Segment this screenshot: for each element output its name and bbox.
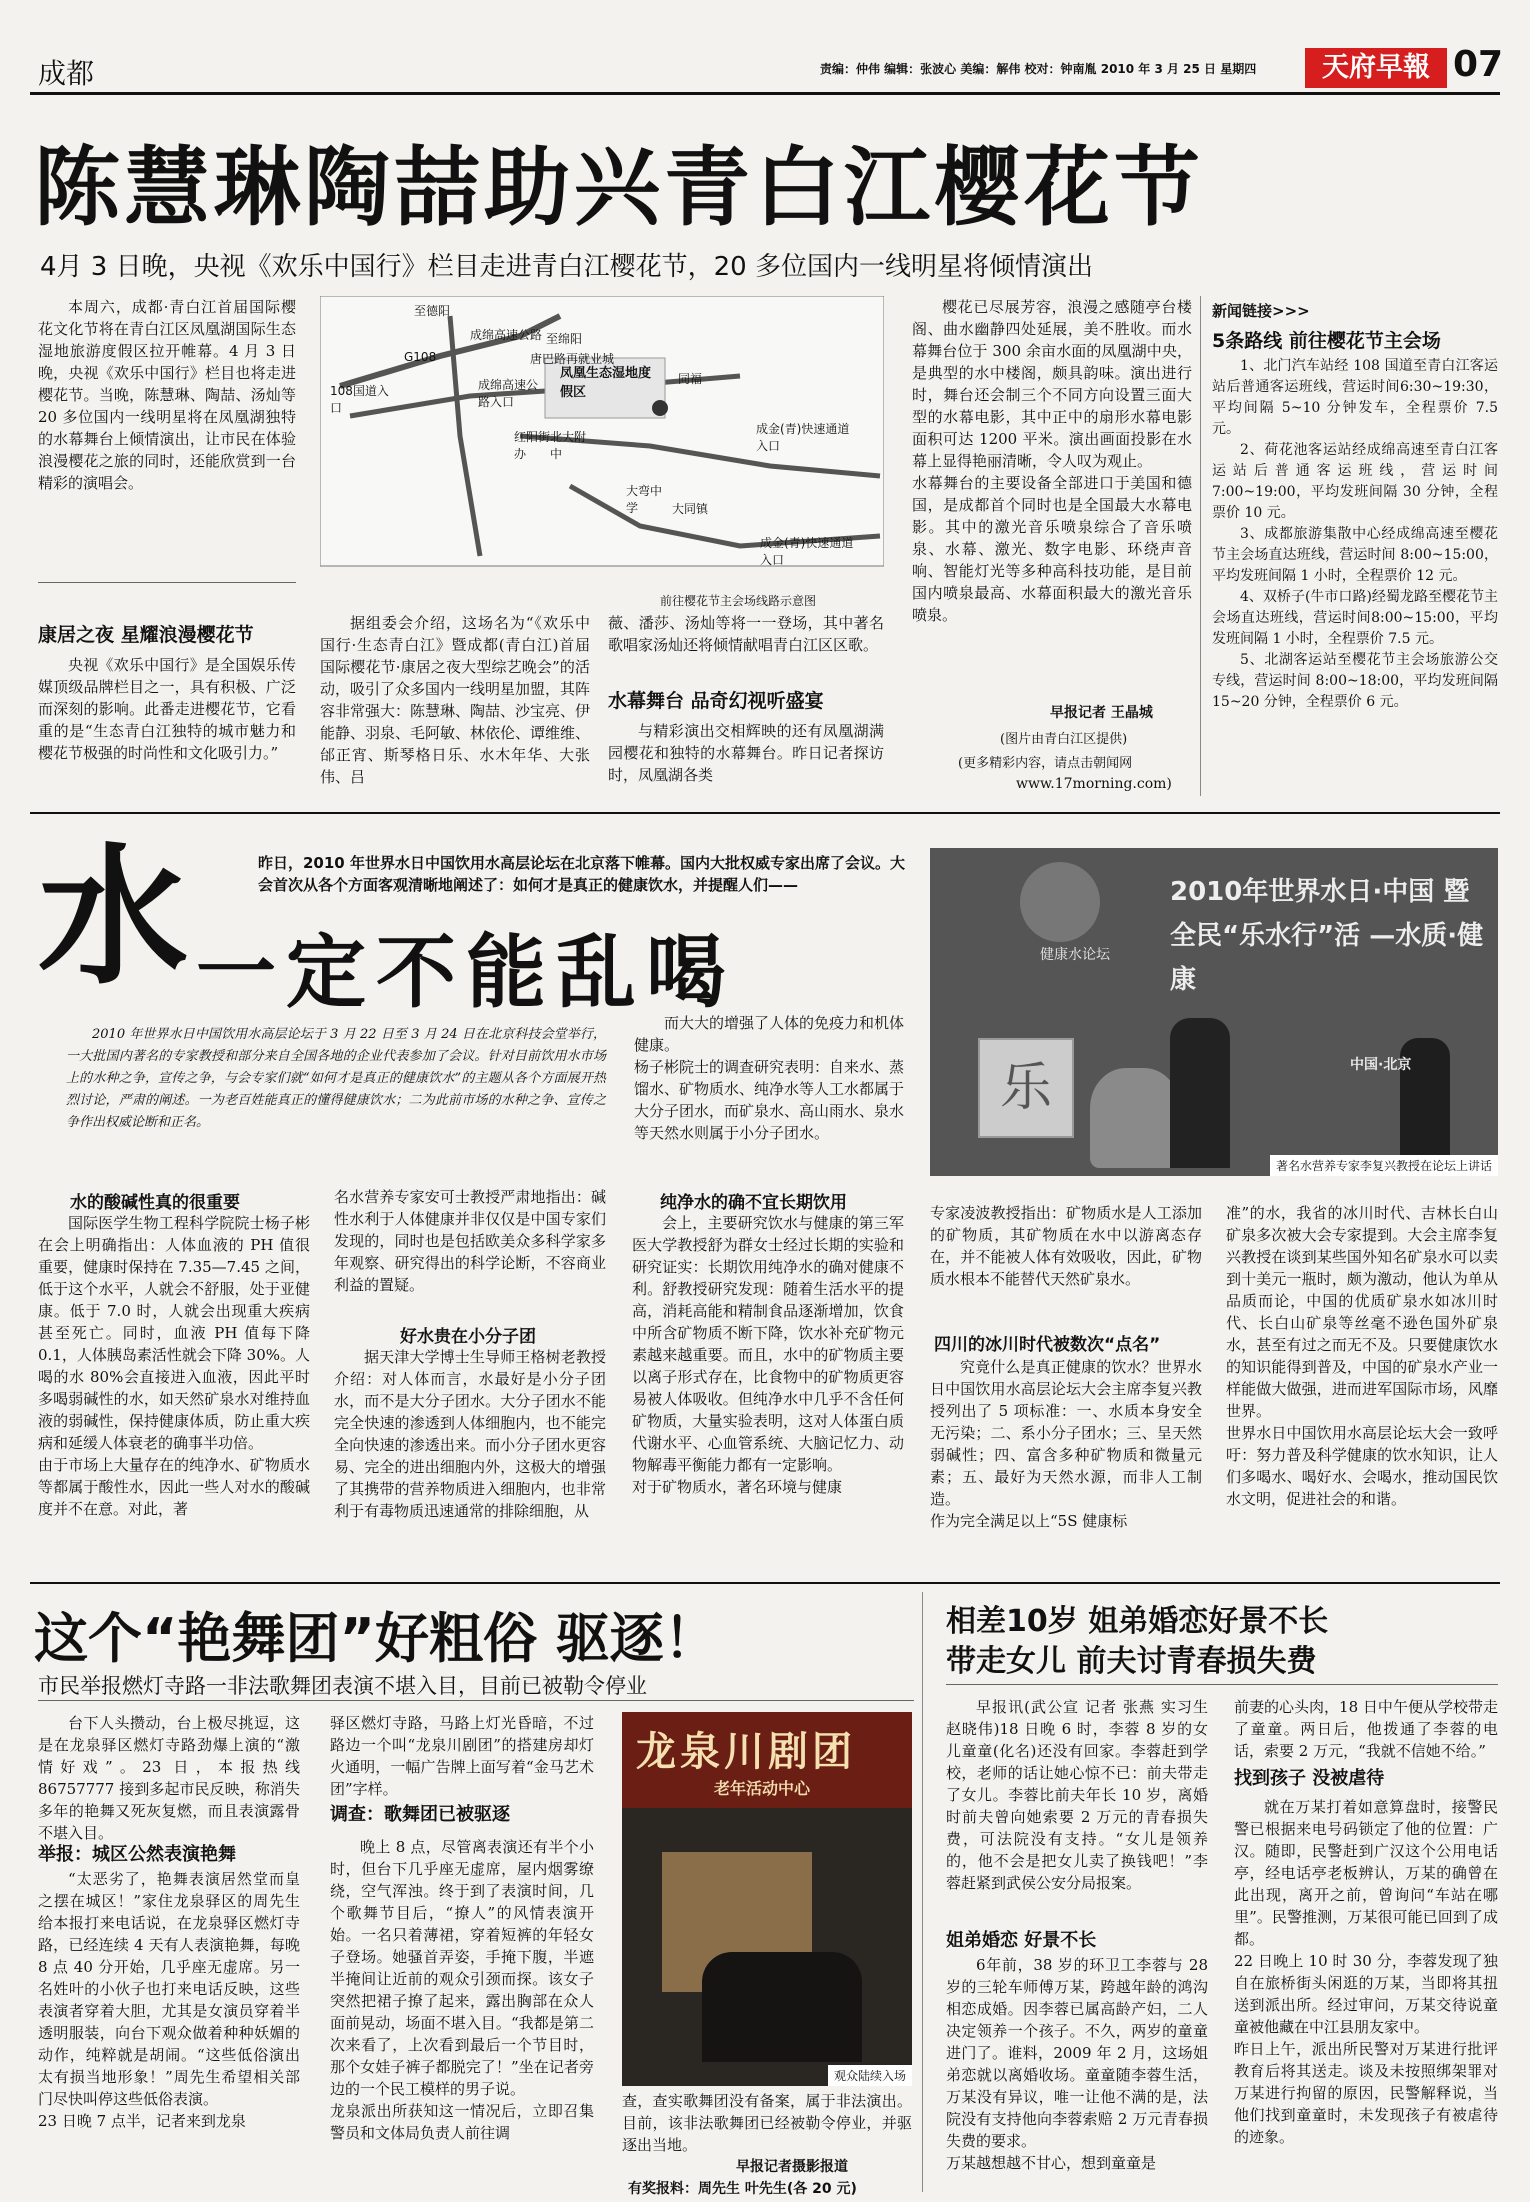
story1-photo-credit: (图片由青白江区提供) <box>1000 732 1128 747</box>
water-p5: 准”的水，我省的冰川时代、吉林长白山矿泉多次被大会专家提到。大会主席李复兴教授在谈到某些国外知名矿泉水可以卖到十美元一瓶时，颇为激动，他认为单从品质而论，中国的优质矿泉水如冰川时代、长白山矿泉等丝毫不逊色国外矿泉水，甚至有过之而无不及。只要健康饮水的知识能得到普及，中国的矿泉水产业一样能做大做强，进而进军国际市场，风靡世界。 世界水日中国饮用水高层论坛大会一致呼吁：努力普及科学健康的饮水知识，让人们多喝水、喝好水、会喝水，推动国民饮水文明，促进社会的和谐。 <box>1226 1204 1498 1508</box>
section-name: 成都 <box>38 57 95 90</box>
route-item: 2、荷花池客运站经成绵高速至青白江客运站后普通客运班线，营运时间 7:00~19:00，平均发班间隔 30 分钟，全程票价 10 元。 <box>1212 442 1498 521</box>
water-s4: 四川的冰川时代被数次“点名” <box>934 1335 1161 1355</box>
map-label-2: 至绵阳 <box>546 332 583 346</box>
water-s3: 纯净水的确不宜长期饮用 <box>660 1193 847 1213</box>
story1-bottom-rule <box>30 812 1500 814</box>
map-label-1: 至德阳 <box>414 304 451 318</box>
story1-col1b: 央视《欢乐中国行》是全国娱乐传媒顶级品牌栏目之一，具有积极、广泛而深刻的影响。此番走进樱花节，它看重的是“生态青白江独特的城市魅力和樱花节极强的时尚性和文化吸引力。” <box>38 656 296 762</box>
map-label-8: 108国道入口 <box>330 384 389 415</box>
brand-logo: 天府早報 <box>1305 48 1447 88</box>
divorce-p3: 就在万某打着如意算盘时，接警民警已根据来电号码锁定了他的位置：广汉。随即，民警赶到广汉这个公用电话亭，经电话亭老板辨认，万某的确曾在此出现，离开之前，曾询问“车站在哪里”。民警推测，万某很可能已回到了成都。 22 日晚上 10 时 30 分，李蓉发现了独自在旅桥街头闲逛的万某，当即将其扭送到派出所。经过审问，万某交待说童童被他藏在中江县朋友家中。 昨日上午，派出所民警对万某进行批评教育后将其送走。谈及未按照绑架罪对万某进行拘留的原因，民警解释说，当他们找到童童时，未发现孩子有被虐待的迹象。 <box>1234 1798 1498 2146</box>
water-p3: 会上，主要研究饮水与健康的第三军医大学教授舒为群女士经过长期的实验和研究证实：长期饮用纯净水的确对健康不利。舒教授研究发现：随着生活水平的提高，消耗高能和精制食品逐渐增加，饮食中所含矿物质不断下降，饮水补充矿物元素越来越重要。而且，水中的矿物质主要以离子形式存在，比食物中的矿物质更容易被人体吸收。但纯净水中几乎不含任何矿物质，大量实验表明，这对人体蛋白质代谢水平、心血管系统、大脑记忆力、动物解毒平衡能力都有一定影响。 对于矿物质水，著名环境与健康 <box>632 1214 904 1496</box>
water-p2a: 名水营养专家安可士教授严肃地指出：碱性水利于人体健康并非仅仅是中国专家们发现的，同时也是包括欧美众多科学家多年观察、研究得出的科学论断，不容商业利益的置疑。 <box>334 1188 606 1294</box>
divorce-s1: 姐弟婚恋 好景不长 <box>946 1930 1097 1951</box>
speaker-figure <box>1170 1018 1230 1168</box>
crowd-figures <box>702 1952 862 2062</box>
dance-subhead-rule <box>38 1700 914 1701</box>
map-label-15: 成金(青)快速通道入口 <box>760 536 854 567</box>
map-label-3: G108 <box>404 350 437 364</box>
story1-more: (更多精彩内容，请点击朝闻网 <box>958 756 1133 771</box>
divorce-p2: 前妻的心头肉，18 日中午便从学校带走了童童。两日后，他拨通了李蓉的电话，索要 2 万元，“我就不信她不给。” <box>1234 1698 1498 1760</box>
route-item: 4、双桥子(牛市口路)经蜀龙路至樱花节主会场直达班线，营运时间8:00~15:00，平均发班间隔 1 小时，全程票价 7.5 元。 <box>1212 589 1498 647</box>
dance-headline: 这个“艳舞团”好粗俗 驱逐！ <box>34 1607 718 1670</box>
map-label-7: 同福 <box>678 372 703 386</box>
water-deck: 昨日，2010 年世界水日中国饮用水高层论坛在北京落下帷幕。国内大批权威专家出席了会议。大会首次从各个方面客观清晰地阐述了：如何才是真正的健康饮水，并提醒人们—— <box>258 854 905 894</box>
dance-s1: 举报：城区公然表演艳舞 <box>38 1844 236 1865</box>
story3-divider <box>922 1592 923 2192</box>
divorce-s2: 找到孩子 没被虐待 <box>1234 1768 1385 1789</box>
divorce-lead: 早报讯(武公宣 记者 张燕 实习生 赵晓伟)18 日晚 6 时，李蓉 8 岁的女儿童童(化名)还没有回家。李蓉赶到学校，老师的话让她心惊不已：前夫带走了女儿。李蓉比前夫年长 10 岁，离婚时前夫曾向她索要 2 万元的青春损失费，可法院没有支持。“女儿是领养的，他不会是把女儿卖了换钱吧！”李蓉赶紧到武侯公安分局报案。 <box>946 1698 1208 1892</box>
divorce-headline-1: 相差10岁 姐弟婚恋好景不长 <box>946 1604 1329 1639</box>
map-label-4: 成绵高速公路 <box>470 328 543 342</box>
dance-p2: “太恶劣了，艳舞表演居然堂而皇之摆在城区！”家住龙泉驿区的周先生给本报打来电话说，在龙泉驿区燃灯寺路，已经连续 4 天有人表演艳舞，每晚 8 点 40 分开始，几乎座无虚席。另一名姓叶的小伙子也打来电话反映，这些表演者穿着大胆，尤其是女演员穿着半透明服装，向台下观众做着种种妖媚的动作，纯粹就是胡闹。“这些低俗演出太有损当地形象！”周先生希望相关部门尽快叫停这些低俗表演。 23 日晚 7 点半，记者来到龙泉 <box>38 1870 300 2130</box>
dance-p4: 晚上 8 点，尽管离表演还有半个小时，但台下几乎座无虚席，屋内烟雾缭绕，空气浑浊。终于到了表演时间，几个歌舞节目后，“撩人”的风情表演开始。一名只着薄裙，穿着短裤的年轻女子登场。她骚首弄姿，手掩下腹，半遮半掩间让近前的观众引颈而探。该女子突然把裙子撩了起来，露出胸部在众人面前晃动，场面不堪入目。“我都是第二次来看了，上次看到最后一个节目时，那个女娃子裤子都脱完了！”坐在记者旁边的一个民工模样的男子说。 龙泉派出所获知这一情况后，立即召集警员和文体局负责人前往调 <box>330 1838 594 2142</box>
water-s1: 水的酸碱性真的很重要 <box>70 1193 240 1213</box>
sidebar-routes <box>1212 356 1498 713</box>
map-label-6: 凤凰生态湿地度假区 <box>560 366 652 400</box>
dance-p1: 台下人头攒动，台上极尽挑逗，这是在龙泉驿区燃灯寺路劲爆上演的“激情好戏”。23 日，本报热线 86757777 接到多起市民反映，称消失多年的艳舞又死灰复燃，而且表演露骨不堪入目。 <box>38 1714 300 1842</box>
water-p4a: 专家凌波教授指出：矿物质水是人工添加的矿物质，其矿物质在水中以游离态存在，并不能被人体有效吸收，因此，矿物质水根本不能替代天然矿泉水。 <box>930 1204 1202 1288</box>
story1-byline: 早报记者 王晶城 <box>1050 705 1153 721</box>
photo-caption: 著名水营养专家李复兴教授在论坛上讲话 <box>1270 1155 1498 1176</box>
route-item: 5、北湖客运站至樱花节主会场旅游公交专线，营运时间 8:00~18:00，平均发班间隔 15~20 分钟，全程票价 6 元。 <box>1212 652 1498 710</box>
theater-photo <box>622 1712 912 2086</box>
photo-caption-dance: 观众陆续入场 <box>828 2065 912 2086</box>
dance-p3: 驿区燃灯寺路，马路上灯光昏暗，不过路边一个叫“龙泉川剧团”的搭建房却灯火通明，一幅广告牌上面写着“金马艺术团”字样。 <box>330 1714 594 1798</box>
story1-sub2: 水幕舞台 品奇幻视听盛宴 <box>608 690 824 712</box>
water-p1: 国际医学生物工程科学院院士杨子彬在会上明确指出：人体血液的 PH 值很重要，健康时保持在 7.35—7.45 之间，低于这个水平，人就会不舒服，处于亚健康。低于 7.0 时，人就会出现重大疾病甚至死亡。同时，血液 PH 值每下降 0.1，人体胰岛素活性就会下降 30%。人喝的水 80%会直接进入血液，因此平时多喝弱碱性的水，如天然矿泉水对维持血液的弱碱性，保持健康体质，防止重大疾病和延缓人体衰老的确事半功倍。 由于市场上大量存在的纯净水、矿物质水等都属于酸性水，因此一些人对水的酸碱度并不在意。对此，著 <box>38 1214 310 1518</box>
story1-col1-rule <box>38 582 296 583</box>
story1-col2: 据组委会介绍，这场名为“《欢乐中国行·生态青白江》暨成都(青白江)首届国际樱花节·康居之夜大型综艺晚会”的活动，吸引了众多国内一线明星加盟，其阵容非常强大：陈慧琳、陶喆、沙宝亮、伊能静、羽泉、毛阿敏、林依伦、谭维维、邰正宵、斯琴格日乐、水木年华、大张伟、吕 <box>320 614 591 786</box>
water-big-char: 水 <box>38 831 189 1005</box>
water-c3a: 而大大的增强了人体的免疫力和机体健康。 杨子彬院士的调查研究表明：自来水、蒸馏水、矿物质水、纯净水等人工水都属于大分子团水，而矿泉水、高山雨水、泉水等天然水则属于小分子团水。 <box>634 1014 905 1142</box>
map-label-5: 唐巴路再就业城 <box>530 352 615 366</box>
story1-sub1: 康居之夜 星耀浪漫樱花节 <box>38 624 254 646</box>
map-label-14: 大同镇 <box>672 502 709 516</box>
divorce-p1: 6年前，38 岁的环卫工李蓉与 28 岁的三轮车师傅万某，跨越年龄的鸿沟相恋成婚。因李蓉已属高龄产妇，二人决定领养一个孩子。不久，两岁的童童进门了。谁料，2009 年 2 月，这场姐弟恋就以离婚收场。童童随李蓉生活，万某没有异议，唯一让他不满的是，法院没有支持他向李蓉索赔 2 万元青春损失费的要求。 万某越想越不甘心，想到童童是 <box>946 1956 1208 2172</box>
story1-col4: 樱花已尽展芳容，浪漫之感随亭台楼阁、曲水幽静四处延展，美不胜收。而水幕舞台位于 300 余亩水面的凤凰湖中央，是典型的水中楼阁，颇具韵味。演出进行时，舞台还会制三个不同方向设置三面大型的水幕电影，其中正中的扇形水幕电影面积可达 1200 平米。演出画面投影在水幕上显得艳丽清晰，令人叹为观止。 水幕舞台的主要设备全部进口于美国和德国，是成都首个同时也是全国最大水幕电影。其中的激光音乐喷泉综合了音乐喷泉、水幕、激光、数字电影、环绕声音响、智能灯光等多种高科技功能，是目前国内喷泉最高、水幕面积最大的激光音乐喷泉。 <box>912 298 1192 624</box>
map-label-9: 成绵高速公路入口 <box>478 378 539 409</box>
sign-subtext: 老年活动中心 <box>714 1779 811 1798</box>
sidebar-title: 5条路线 前往樱花节主会场 <box>1212 330 1441 352</box>
map-caption: 前往樱花节主会场线路示意图 <box>660 594 817 608</box>
water-s2: 好水贵在小分子团 <box>400 1327 536 1347</box>
water-intro: 2010 年世界水日中国饮用水高层论坛于 3 月 22 日至 3 月 24 日在北京科技会堂举行，一大批国内著名的专家教授和部分来自全国各地的企业代表参加了会议。针对目前饮用水市场上的水种之争，宣传之争，与会专家们就“如何才是真正的健康饮水”的主题从各个方面展开热烈讨论，严肃的阐述。一为老百姓能真正的懂得健康饮水；二为此前市场的水种之争、宣传之争作出权威论断和正名。 <box>66 1027 606 1130</box>
story1-col3a: 薇、潘莎、汤灿等将一一登场，其中著名歌唱家汤灿还将倾情献唱青白江区区歌。 <box>608 614 884 654</box>
dance-subhead: 市民举报燃灯寺路一非法歌舞团表演不堪入目，目前已被勒令停业 <box>38 1674 647 1698</box>
flower-arrangement <box>1090 1068 1180 1168</box>
banner-sub: 中国·北京 <box>1350 1057 1412 1073</box>
story1-col1: 本周六，成都·青白江首届国际樱花文化节将在青白江区凤凰湖国际生态湿地旅游度假区拉开帷幕。4 月 3 日晚，央视《欢乐中国行》栏目也将走进樱花节。当晚，陈慧琳、陶喆、汤灿等 20 多位国内一线明星将在凤凰湖独特的水幕舞台上倾情演出，让市民在体验浪漫樱花之旅的同时，还能欣赏到一台精彩的演唱会。 <box>38 298 296 492</box>
map-label-12: 成金(青)快速通道入口 <box>756 422 850 453</box>
water-p2b: 据天津大学博士生导师王格树老教授介绍：对人体而言，水最好是小分子团水，而不是大分子团水。大分子团水不能完全快速的渗透到人体细胞内，也不能完全向快速的渗透出来。而小分子团水更容易、完全的进出细胞内外，这极大的增强了其携带的营养物质进入细胞内，也非常利于有毒物质迅速通常的排除细胞，从 <box>334 1348 606 1520</box>
dance-p5: 查，查实歌舞团没有备案，属于非法演出。目前，该非法歌舞团已经被勒令停业，并驱逐出当地。 <box>622 2092 912 2154</box>
divorce-headline-2: 带走女儿 前夫讨青春损失费 <box>946 1644 1317 1679</box>
dance-tipline: 有奖报料：周先生 叶先生(各 20 元) <box>628 2181 857 2197</box>
water-p4b: 究竟什么是真正健康的饮水？世界水日中国饮用水高层论坛大会主席李复兴教授列出了 5 项标准：一、水质本身安全无污染；二、系小分子团水；三、呈天然弱碱性；四、富含多种矿物质和微量元素；五、最好为天然水源，而非人工制造。 作为完全满足以上“5S 健康标 <box>930 1358 1202 1530</box>
dance-byline: 早报记者摄影报道 <box>736 2159 848 2175</box>
page-number: 07 <box>1453 44 1504 85</box>
water-headline: 一定不能乱喝 <box>196 926 736 1019</box>
map-label-10: 红阳街办 <box>514 430 551 461</box>
banner-text: 2010年世界水日·中国 暨全民“乐水行”活 —水质·健康 <box>1170 877 1484 995</box>
map-label-13: 大弯中学 <box>626 484 663 515</box>
header-rule <box>30 92 1500 95</box>
sidebar-divider <box>1200 296 1201 796</box>
forum-photo <box>930 848 1498 1176</box>
story1-headline: 陈慧琳陶喆助兴青白江樱花节 <box>34 138 1204 238</box>
story1-subhead: 4月 3 日晚，央视《欢乐中国行》栏目走进青白江樱花节，20 多位国内一线明星将倾情演出 <box>40 252 1093 282</box>
divorce-rule <box>946 1684 1498 1685</box>
route-item: 1、北门汽车站经 108 国道至青白江客运站后普通客运班线，营运时间6:30~19:30，平均间隔 5~10 分钟发车，全程票价 7.5 元。 <box>1212 358 1498 437</box>
story1-url: www.17morning.com) <box>1016 776 1172 792</box>
banner-logo-circle <box>1020 862 1100 942</box>
editor-line: 责编：仲伟 编辑：张波心 美编：解伟 校对：钟南胤 2010 年 3 月 25 日 星期四 <box>820 62 1257 76</box>
banner-logo-text: 健康水论坛 <box>1040 947 1110 963</box>
dance-s2: 调查：歌舞团已被驱逐 <box>330 1804 510 1825</box>
route-item: 3、成都旅游集散中心经成绵高速至樱花节主会场直达班线，营运时间 8:00~15:00，平均发班间隔 1 小时，全程票价 12 元。 <box>1212 526 1498 584</box>
sidebar-label: 新闻链接>>> <box>1212 302 1310 320</box>
podium-banner: 乐 <box>978 1038 1074 1138</box>
story1-col3b: 与精彩演出交相辉映的还有凤凰湖满园樱花和独特的水幕舞台。昨日记者探访时，凤凰湖各类 <box>608 722 884 784</box>
sign-text: 龙泉川剧团 <box>636 1729 856 1775</box>
map-label-11: 北大附中 <box>550 430 587 461</box>
story2-bottom-rule <box>30 1582 1500 1584</box>
